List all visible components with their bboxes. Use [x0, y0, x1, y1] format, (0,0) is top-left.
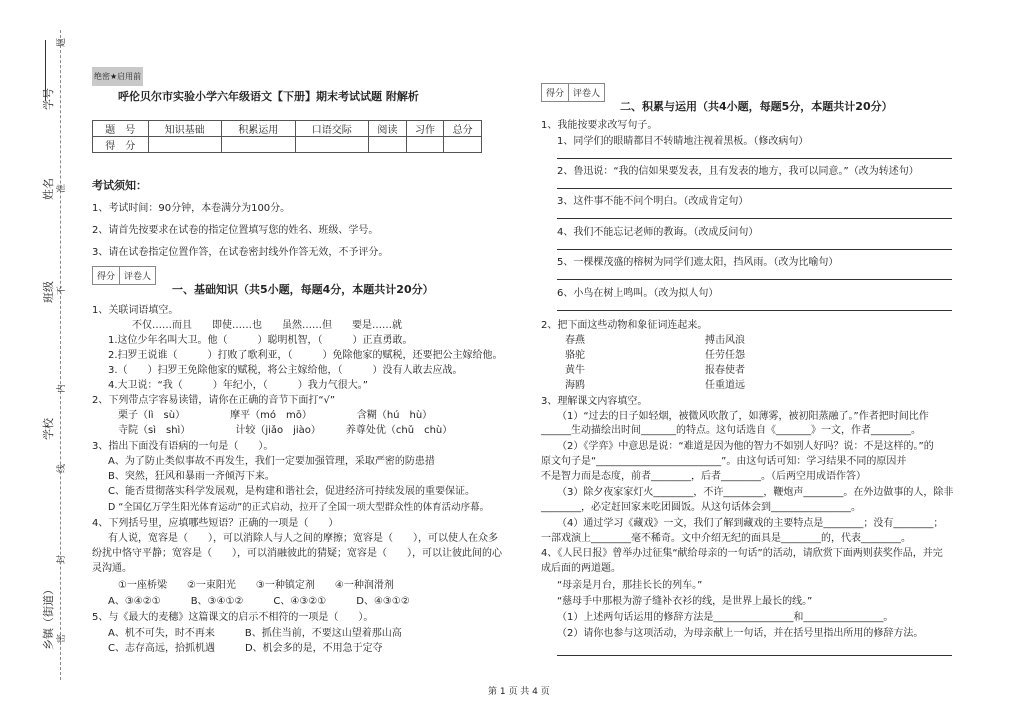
seal-line — [60, 30, 61, 680]
school-label: 学校 — [42, 418, 55, 440]
table-cell: 习作 — [406, 121, 444, 137]
question-line: 栗子（lì sù） 摩平（mó mō） 含糊（hú hù） — [118, 410, 433, 421]
confidential-stamp: 绝密★启用前 — [92, 67, 143, 86]
grader-box — [92, 266, 156, 285]
question-line: 灵沟通。 — [92, 563, 132, 574]
question-line: ________，必定赶回家来吃团圆饭。从这句话体会到________________。 — [541, 502, 861, 513]
question-line: 一部戏演上________毫不稀奇。文中介绍无纪的面具是________的，代表________。 — [541, 533, 911, 544]
question-line: 1、我能按要求改写句子。 — [541, 120, 658, 131]
seal-char: 线 — [57, 463, 68, 474]
table-cell: 阅读 — [369, 121, 407, 137]
question-line: B、突然，狂风和暴雨一齐倾泻下来。 — [108, 471, 275, 482]
grader-box — [541, 83, 605, 102]
question-line: C、志存高远，拾抓机遇 D、机会多的是，不用急于定夺 — [108, 643, 383, 654]
match-left-item: 海鸥 — [565, 380, 585, 391]
match-left-item: 黄牛 — [565, 365, 585, 376]
question-line: D “全国亿万学生阳光体育运动”的正式启动，拉开了全国一项大型群众性的体育活动序幕。 — [108, 502, 490, 513]
seal-char: 不 — [57, 285, 68, 296]
question-line: （1）“过去的日子如轻烟，被微风吹散了，如薄雾，被初阳蒸融了。”作者把时间比作 — [557, 411, 929, 422]
class-label: 班级 — [42, 281, 55, 303]
answer-line — [557, 188, 952, 189]
table-cell — [406, 137, 444, 153]
question-line: 4、《人民日报》曾举办过征集“献给母亲的一句话”的活动，请欣赏下面两则获奖作品，并完 — [541, 548, 943, 559]
table-cell — [222, 137, 295, 153]
seal-char: 准 — [57, 183, 68, 194]
table-cell: 题 号 — [93, 121, 149, 137]
table-row — [93, 121, 482, 137]
table-cell — [369, 137, 407, 153]
answer-line — [557, 218, 952, 219]
answer-line — [557, 279, 952, 280]
question-line: 1.这位少年名叫大卫。他（ ）聪明机智，（ ）正直勇敢。 — [108, 335, 413, 346]
question-line: （2）《学弈》中意思是说：“难道是因为他的智力不如别人好吗？说：不是这样的。”的 — [557, 441, 934, 452]
student-id-line — [45, 40, 46, 100]
question-line: “慈母手中那根为游子缝补衣衫的线，是世界上最长的线。” — [557, 596, 813, 607]
question-line: 3.（ ）扫罗王免除他家的赋税，将公主嫁给他，（ ）没有人敢去应战。 — [108, 365, 463, 376]
question-line: 4.大卫说：“我（ ）年纪小，（ ）我力气很大。” — [108, 380, 368, 391]
match-right-item: 任重道远 — [705, 380, 745, 391]
grader-score-label: 得分 — [93, 267, 120, 284]
question-line: 成后面的两道题。 — [541, 563, 621, 574]
question-line: 2.扫罗王说谁（ ）打败了歌利亚，（ ）免除他家的赋税，还要把公主嫁给他。 — [108, 350, 503, 361]
answer-line — [557, 655, 952, 656]
answer-line — [557, 158, 952, 159]
exam-title: 呼伦贝尔市实验小学六年级语文【下册】期末考试试题 附解析 — [118, 90, 419, 103]
match-right-item: 任劳任怨 — [705, 350, 745, 361]
question-line: ①一座桥梁 ②一束阳光 ③一种镇定剂 ④一种润滑剂 — [118, 580, 394, 591]
question-line: 不是智力而是态度，前者________，后者________。（后两空用成语作答） — [541, 471, 866, 482]
table-cell: 口语交际 — [295, 121, 368, 137]
question-line: 2、把下面这些动物和象征词连起来。 — [541, 320, 708, 331]
question-line: 1、同学们的眼睛都目不转睛地注视着黑板。（修改病句） — [557, 136, 809, 147]
question-line: 4、下列括号里，应填哪些短语？正确的一项是（ ） — [92, 518, 339, 529]
question-line: A、机不可失，时不再来 B、抓住当前，不要这山望着那山高 — [108, 628, 402, 639]
table-cell: 积累运用 — [222, 121, 295, 137]
question-line: 5、与《最大的麦穗》这篇课文的启示不相符的一项是（ ）。 — [92, 612, 374, 623]
question-line: 5、一棵棵茂盛的榕树为同学们遮太阳，挡风雨。（改为比喻句） — [557, 257, 839, 268]
table-row — [93, 137, 482, 153]
table-cell — [148, 137, 221, 153]
student-id-label: 学号 — [42, 88, 55, 110]
question-line: 纷扰中恪守平静；宽容是（ ），可以消融彼此的猜疑；宽容是（ ），可以让彼此间的心 — [92, 548, 502, 559]
seal-char: 封 — [57, 554, 68, 565]
question-line: 3、指出下面没有语病的一句是（ ）。 — [92, 441, 274, 452]
question-line: 6、小鸟在树上鸣叫。（改为拟人句） — [557, 288, 719, 299]
question-line: 2、鲁迅说：“我的信如果要发表，且有发表的地方，我可以同意。”（改为转述句） — [557, 166, 919, 177]
match-left-item: 骆驼 — [565, 350, 585, 361]
table-cell — [295, 137, 368, 153]
question-line: A、③④②① B、③④①② C、④③②① D、④③①② — [108, 596, 410, 607]
question-line: A、为了防止类似事故不再发生，我们一定要加强管理，采取严密的防患措 — [108, 456, 435, 467]
grader-score-label: 得分 — [542, 84, 569, 101]
question-line: 3、这件事不能不问个明白。（改成肯定句） — [557, 196, 749, 207]
table-cell: 知识基础 — [148, 121, 221, 137]
seal-char: 密 — [57, 633, 68, 644]
question-line: ______生动描绘出时间_______的特点。这句话选自《_______》一文，作者________。 — [541, 425, 921, 436]
question-line: （2）请你也参与这项活动，为母亲献上一句话，并在括号里指出所用的修辞方法。 — [557, 628, 924, 639]
match-right-item: 报春使者 — [705, 365, 745, 376]
match-left-item: 春燕 — [565, 335, 585, 346]
name-label: 姓名 — [42, 178, 55, 200]
table-cell — [444, 137, 482, 153]
grader-name-label: 评卷人 — [573, 89, 601, 99]
question-line: C、能否贯彻落实科学发展观，是构建和谐社会，促进经济可持续发展的重要保证。 — [108, 486, 475, 497]
question-line: 1、关联词语填空。 — [92, 305, 179, 316]
question-line: 4、我们不能忘记老师的教诲。（改成反问句） — [557, 227, 759, 238]
table-cell: 总分 — [444, 121, 482, 137]
notice-item: 2、请首先按要求在试卷的指定位置填写您的姓名、班级、学号。 — [92, 225, 379, 236]
question-line: “母亲是月台，那挂长长的列车。” — [557, 580, 703, 591]
answer-line — [557, 310, 952, 311]
question-line: 2、下列带点字容易读错，请你在正确的音节下面打“√” — [92, 395, 336, 406]
answer-line — [557, 249, 952, 250]
question-line: 有人说，宽容是（ ），可以消除人与人之间的摩擦；宽容是（ ），可以使人在众多 — [108, 533, 498, 544]
question-line: 不仅……而且 即使……也 虽然……但 要是……就 — [132, 320, 402, 331]
question-line: （4）通过学习《藏戏》一文，我们了解到藏戏的主要特点是________；没有________； — [557, 518, 944, 529]
table-cell: 得 分 — [93, 137, 149, 153]
section-2-heading: 二、积累与运用（共4小题，每题5分，本题共计20分） — [620, 100, 893, 113]
notice-item: 3、请在试卷指定位置作答，在试卷密封线外作答无效，不予评分。 — [92, 247, 389, 258]
question-line: （1）上述两句话运用的修辞方法是________________和________________。 — [557, 612, 894, 623]
section-1-heading: 一、基础知识（共5小题，每题4分，本题共计20分） — [172, 283, 434, 296]
match-right-item: 搏击风浪 — [705, 335, 745, 346]
grader-name-label: 评卷人 — [124, 272, 152, 282]
question-line: 3、理解课文内容填空。 — [541, 396, 648, 407]
seal-char: 内 — [57, 383, 68, 394]
notice-item: 1、考试时间：90分钟，本卷满分为100分。 — [92, 203, 291, 214]
question-line: （3）除夕夜家家灯火________，不许________，鞭炮声________。在外边做事的人，除非 — [557, 487, 954, 498]
question-line: 寺院（sì shì） 计较（jiǎo jiào） 养尊处优（chǔ chù） — [118, 425, 453, 436]
town-label: 乡镇（街道） — [42, 584, 55, 650]
page-footer: 第 1 页 共 4 页 — [488, 687, 550, 697]
question-line: 原文句子是“_________________________”。由这句话可知：学习结果不同的原因并 — [541, 456, 907, 467]
notice-title: 考试须知： — [92, 179, 147, 192]
seal-char: 题 — [57, 37, 68, 48]
score-table — [92, 120, 482, 153]
